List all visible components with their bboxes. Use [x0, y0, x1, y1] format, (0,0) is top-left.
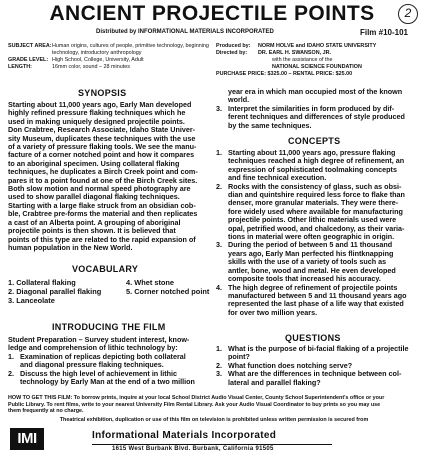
synopsis-heading: SYNOPSIS [78, 88, 127, 98]
vocab-item: 1. Collateral flaking [8, 278, 76, 287]
item-number: 3. [216, 103, 222, 113]
text-line: During the period of between 5 and 11 thousand [228, 240, 393, 250]
text-line: opal, petrified wood, and chalcedony, as their varia- [228, 223, 405, 233]
vocabulary-list [8, 278, 212, 305]
item-number: 1. [8, 351, 14, 361]
item-number: 1. [216, 148, 222, 157]
vocab-item: 5. Corner notched point [126, 287, 210, 296]
footer-line: Public Library. To rent films, write to your nearest University Film Rental Library. Ask your Audio Visual Coordinator to buy prints so you may use [8, 401, 381, 408]
text-line: What are the differences in technique between col- [228, 369, 402, 379]
info-block-right [216, 43, 420, 78]
directed-value: DR. EARL H. SWANSON, JR. [258, 50, 331, 56]
text-line: Don Crabtree, Research Associate, Idaho State Univer- [8, 125, 196, 135]
text-line: a cast of an Alberta point. A grouping of aboriginal [8, 217, 181, 227]
text-line: denser, more granular materials. They were there- [228, 198, 399, 208]
text-line: technology by Early Man at the end of a two million [20, 377, 195, 387]
text-line: tions in material were often geographic in origin. [228, 232, 395, 242]
text-line: human population in the New World. [8, 242, 133, 252]
text-line: Discuss the high level of achievement in lithic [20, 368, 177, 378]
item-number: 1. [216, 344, 222, 353]
vocab-item: 3. Lanceolate [8, 296, 55, 305]
list-item [216, 149, 420, 183]
text-line: ledge and comprehension of lithic technology by: [8, 343, 178, 353]
text-line: The high degree of refinement of projectile points [228, 282, 398, 292]
assistance-line: with the assistance of the [272, 57, 333, 63]
list-item [216, 370, 420, 387]
text-line: points of this type are related to the rapid expansion of [8, 234, 196, 244]
intro-text [8, 336, 212, 386]
produced-value: NORM HOLVE and IDAHO STATE UNIVERSITY [258, 43, 377, 49]
item-body [20, 370, 195, 387]
questions-heading: QUESTIONS [285, 333, 341, 343]
item-body [228, 183, 405, 242]
directed-label: Directed by: [216, 50, 248, 56]
text-line: What is the purpose of bi-facial flaking of a projectile [228, 344, 409, 353]
text-line: techniques reached a high degree of refinement, an [228, 156, 405, 166]
text-line: facture of a corner notched point and how it compares [8, 150, 195, 160]
text-line: Examination of replicas depicting both collateral [20, 351, 186, 361]
footer-line: HOW TO GET THIS FILM: To borrow prints, inquire at your local School District Audio Visual Center, County School Superintendent's office or your [8, 395, 385, 401]
text-line: techniques, he duplicates a Birch Creek point and com- [8, 167, 198, 177]
text-line: What function does notching serve? [228, 360, 353, 370]
text-line: pares it to a point found at one of the Birch Creek sites. [8, 175, 198, 185]
text-line: manufactured between 5 and 11 thousand years ago [228, 290, 407, 300]
handwritten-page-mark: 2 [398, 4, 418, 24]
text-line: Both slow motion and normal speed photography are [8, 184, 191, 194]
text-line: of a variety of pressure flaking tools. We see the manu- [8, 142, 197, 152]
text-line: to an aboriginal specimen. Using collateral flaking [8, 158, 180, 168]
notice-line: Theatrical exhibition, duplication or use of this film on television is prohibited unless written permission is secured from [59, 416, 369, 423]
text-line: projectile points is then shown. It is believed that [8, 226, 176, 236]
item-body [228, 345, 409, 362]
text-line: composite tools that increased his accuracy. [228, 274, 381, 284]
continued-lines [216, 88, 420, 105]
list-item [8, 370, 212, 387]
text-line: used to show parallel diagonal flaking techniques. [8, 192, 180, 202]
text-line: Starting about 11,000 years ago, pressure flaking [228, 148, 396, 157]
distributor-line: Distributed by INFORMATIONAL MATERIALS INCORPORATED [96, 29, 274, 35]
item-number: 3. [216, 369, 222, 379]
questions-list [216, 345, 420, 387]
text-line: years ago, Early Man perfected his flintknapping [228, 248, 394, 258]
foundation-line: NATIONAL SCIENCE FOUNDATION [272, 64, 362, 70]
item-number: 2. [216, 360, 222, 370]
list-item [216, 105, 420, 130]
item-body [228, 105, 405, 130]
item-number: 2. [216, 181, 222, 191]
continued-text [216, 88, 420, 130]
list-item [8, 353, 212, 370]
list-item [216, 345, 420, 362]
text-line: skills with the use of a variety of tools such as [228, 257, 387, 267]
synopsis-text [8, 101, 212, 252]
concepts-list [216, 149, 420, 317]
text-line: lateral and parallel flaking? [228, 377, 321, 387]
text-line: Starting with a large flake struck from an obsidian cob- [8, 200, 196, 210]
length-value: 16mm color, sound – 28 minutes [52, 64, 130, 70]
imi-logo: IMI [10, 428, 44, 450]
item-number: 4. [216, 282, 222, 292]
text-line: Starting about 11,000 years ago, Early Man developed [8, 100, 192, 109]
list-item [216, 241, 420, 283]
list-item [216, 284, 420, 318]
vocab-item: 2. Diagonal parallel flaking [8, 287, 102, 296]
text-line: Rocks with the consistency of glass, such as obsi- [228, 181, 402, 191]
divider [92, 444, 332, 445]
item-body [228, 370, 401, 387]
item-number: 3. [216, 240, 222, 250]
length-label: LENGTH: [8, 64, 32, 70]
intro-heading: INTRODUCING THE FILM [52, 322, 166, 332]
company-name: Informational Materials Incorporated [92, 430, 277, 441]
film-number: Film #10-101 [359, 28, 408, 37]
produced-label: Produced by: [216, 43, 251, 49]
text-line: world. [228, 95, 250, 105]
grade-value: High School, College, University, Adult [52, 57, 144, 63]
text-line: year era in which man occupied most of the known [228, 87, 403, 96]
how-to-get-film [8, 395, 420, 423]
subject-value: Human origins, cultures of people, primitive technology, beginning technology, introductory anthropology [52, 43, 209, 56]
item-body [228, 284, 407, 318]
text-line: Student Preparation – Survey student interest, know- [8, 335, 190, 344]
purchase-line: PURCHASE PRICE: $325.00 – RENTAL PRICE: $25.00 [216, 71, 353, 77]
text-line: and fine technical execution. [228, 173, 327, 183]
concepts-heading: CONCEPTS [288, 136, 341, 146]
text-line: represented the last phase of a life way that existed [228, 299, 404, 309]
text-line: by the same techniques. [228, 120, 312, 130]
text-line: for over two million years. [228, 307, 318, 317]
footer-line: them frequently at no charge. [8, 408, 84, 415]
text-line: dian and quintshire required less force to flake than [228, 190, 405, 200]
grade-label: GRADE LEVEL: [8, 57, 49, 63]
item-body [20, 353, 186, 370]
text-line: projectile points. Other lithic materials used were [228, 215, 397, 225]
item-number: 2. [8, 368, 14, 378]
vocab-item: 4. Whet stone [126, 278, 175, 287]
text-line: antler, bone, wood and metal. He even developed [228, 265, 396, 275]
document-title: ANCIENT PROJECTILE POINTS [49, 2, 375, 25]
text-line: and diagonal pressure flaking techniques. [20, 360, 164, 370]
text-line: ferent techniques and differences of style produced [228, 112, 405, 122]
vocabulary-heading: VOCABULARY [72, 264, 139, 274]
text-line: ble, Crabtree pre-forms the material and then replicates [8, 209, 198, 219]
text-line: highly refined pressure flaking techniques which he [8, 108, 186, 118]
subject-label: SUBJECT AREA: [8, 43, 52, 49]
text-line: Interpret the similarities in form produced by dif- [228, 103, 395, 113]
item-body [228, 149, 404, 183]
text-line: expression of sophisticated toolmaking concepts [228, 164, 397, 174]
text-line: used in making uniquely designed projectile points. [8, 116, 185, 126]
info-block-left [8, 43, 213, 71]
company-address: 1615 West Burbank Blvd. Burbank, California 91505 [112, 446, 274, 452]
list-item [216, 183, 420, 242]
text-line: fore widely used where available for manufacturing [228, 206, 403, 216]
text-line: sity Museum, duplicates these techniques with the use [8, 133, 196, 143]
item-body [228, 241, 396, 283]
text-line: point? [228, 352, 250, 362]
